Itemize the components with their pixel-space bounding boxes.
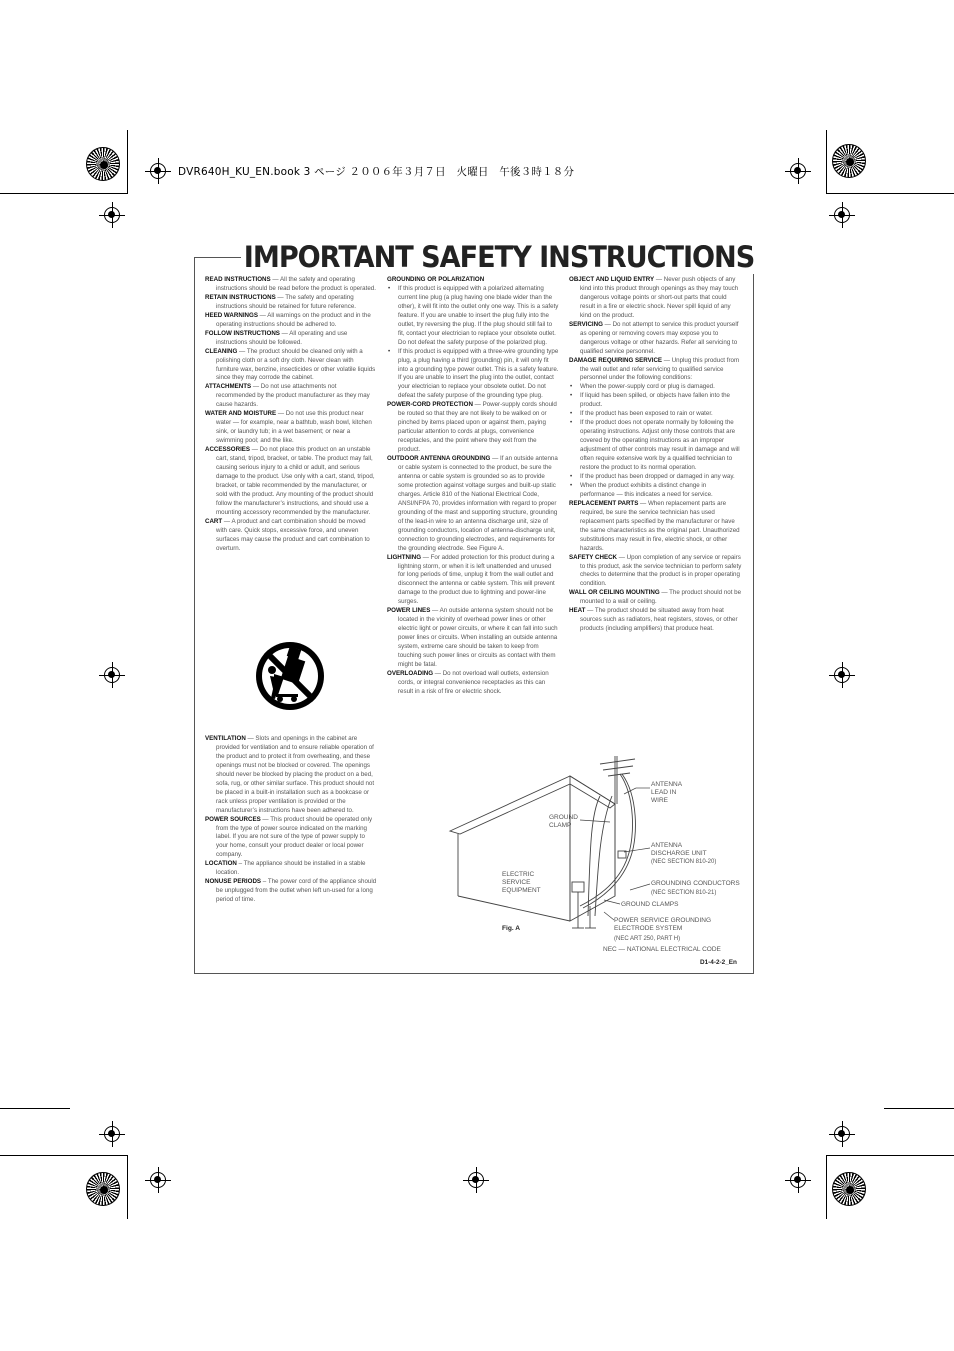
safety-item [205, 294, 377, 312]
safety-item [387, 554, 560, 608]
register-sun-icon [86, 1172, 120, 1206]
crop-mark [0, 1155, 127, 1156]
safety-item [205, 446, 377, 518]
crosshair-icon [834, 1126, 850, 1142]
column-2 [387, 276, 560, 697]
safety-item-text: — The safety and operating instructions should be retained for future reference. [216, 293, 356, 310]
crosshair-icon [468, 1172, 484, 1188]
safety-item-text: — Do not overload wall outlets, extension cords, or integral convenience receptacles as this can result in a risk of fire or electric shock. [398, 669, 549, 695]
safety-item-heading: REPLACEMENT PARTS [569, 499, 639, 507]
safety-item [387, 607, 560, 670]
safety-item [205, 518, 377, 554]
crop-mark [127, 1155, 128, 1219]
safety-item-heading: CART [205, 517, 223, 525]
label-ground-clamp: GROUND CLAMP [549, 814, 578, 829]
book-header-line: DVR640H_KU_EN.book 3 ページ ２００６年３月７日 火曜日 午後３時１８分 [178, 166, 575, 178]
label-discharge-nec: (NEC SECTION 810-20) [651, 859, 717, 865]
label-nec-note: NEC — NATIONAL ELECTRICAL CODE [603, 946, 721, 953]
crop-mark [826, 193, 954, 194]
safety-item [387, 401, 560, 455]
safety-item-text: — Unplug this product from the wall outlet and refer servicing to qualified service personnel under the following conditions: [580, 356, 740, 382]
section-heading: GROUNDING OR POLARIZATION [387, 276, 485, 283]
safety-item-text: — Do not attempt to service this product yourself as opening or removing covers may expose you to dangerous voltage or other hazards. Refer all servicing to qualified service personnel. [580, 320, 739, 355]
safety-item [569, 321, 742, 357]
label-electric-service: ELECTRIC SERVICE EQUIPMENT [502, 871, 541, 894]
safety-item-heading: POWER LINES [387, 607, 431, 615]
safety-item-text: — Do not place this product on an unstable cart, stand, tripod, bracket, or table. The product may fall, causing serious injury to a child or adult, and serious damage to the product. Use only with a cart, stand, tripod, bracket, or table recommended by the manufacturer, or sold with the product. Any mounting of the product should follow the manufacturer’s instructions, and should use a mounting accessory recommended by the manufacturer. [216, 446, 375, 516]
label-grounding-nec: (NEC SECTION 810-21) [651, 890, 717, 896]
bullet-item: • If the product has been exposed to rain or water. [569, 410, 742, 419]
crosshair-icon [150, 1172, 166, 1188]
crosshair-icon [790, 1172, 806, 1188]
safety-item-heading: HEED WARNINGS [205, 311, 258, 319]
bullet-list [387, 285, 560, 401]
column-3 [569, 276, 742, 634]
safety-item-text: — All the safety and operating instructions should be read before the product is operated. [216, 276, 376, 292]
crosshair-icon [150, 163, 166, 179]
crop-mark [0, 193, 127, 194]
safety-item-heading: SAFETY CHECK [569, 553, 618, 561]
bullet-item: • If this product is equipped with a three-wire grounding type plug, a plug having a third (grounding) pin, it will only fit into a grounding type power outlet. This is a safety feature. If you are unable to insert the plug into the outlet, contact your electrician to replace your obsolete outlet. Do not defeat the safety purpose of the grounding type plug. [387, 348, 560, 402]
safety-item-text: — Never push objects of any kind into this product through openings as they may touch dangerous voltage points or short-out parts that could result in a fire or electric shock. Never spill liquid of any kind on the product. [580, 276, 739, 319]
safety-item-heading: ACCESSORIES [205, 446, 251, 454]
crosshair-icon [834, 667, 850, 683]
crosshair-icon [104, 1126, 120, 1142]
bullet-item: • If the product does not operate normally by following the operating instructions. Adjust only those controls that are covered by the operating instructions as an improper adjustment of other controls may result in damage and will often require extensive work by a qualified technician to restore the product to its normal operation. [569, 419, 742, 473]
crop-mark [826, 1155, 954, 1156]
safety-item [205, 276, 377, 294]
bullet-item: • If liquid has been spilled, or objects have fallen into the product. [569, 392, 742, 410]
safety-item-text: – The appliance should be installed in a stable location. [216, 860, 366, 877]
safety-item [569, 607, 742, 634]
safety-item-heading: WALL OR CEILING MOUNTING [569, 589, 660, 597]
safety-item-text: — For added protection for this product during a lightning storm, or when it is left unattended and unused for long periods of time, unplug it from the wall outlet and disconnect the antenna or cable system. This will prevent damage to the product due to lightning and power-line surges. [398, 553, 555, 606]
safety-item [569, 589, 742, 607]
safety-item-heading: VENTILATION [205, 735, 246, 742]
safety-item-text: — An outside antenna system should not be located in the vicinity of overhead power lines or other electric light or power circuits, or where it can fall into such power lines or circuits. When installing an outside antenna system, extreme care should be taken to keep from touching such power lines or circuits as contact with them might be fatal. [398, 607, 558, 668]
label-power-service: POWER SERVICE GROUNDING ELECTRODE SYSTEM [614, 917, 712, 932]
safety-item-heading: LIGHTNING [387, 553, 422, 561]
safety-item-heading: OBJECT AND LIQUID ENTRY [569, 276, 655, 283]
crosshair-icon [104, 207, 120, 223]
safety-item-text: — Slots and openings in the cabinet are provided for ventilation and to ensure reliable operation of the product and to protect it from overheating, and these openings must not be blocked or covered. The openings should never be blocked by placing the product on a bed, sofa, rug, or other similar surface. This product should not be placed in a built-in installation such as a bookcase or rack unless proper ventilation is provided or the manufacturer’s instructions have been adhered to. [216, 735, 375, 814]
safety-item-text: — Upon completion of any service or repairs to this product, ask the service technician to perform safety checks to determine that the product is in proper operating condition. [580, 553, 742, 588]
safety-item-heading: DAMAGE REQUIRING SERVICE [569, 356, 663, 364]
safety-item [205, 383, 377, 410]
label-power-nec: (NEC ART 250, PART H) [614, 936, 681, 942]
safety-item-text: — Do not use attachments not recommended by the product manufacturer as they may cause hazards. [216, 383, 370, 409]
cart-warning-icon [254, 640, 326, 712]
safety-item [569, 276, 742, 321]
crop-mark [127, 130, 128, 194]
crop-mark [0, 1108, 70, 1109]
safety-item-heading: SERVICING [569, 320, 603, 328]
safety-item-text: — When replacement parts are required, be sure the service technician has used replacement parts specified by the manufacturer or have the same characteristics as the original part. Unauthorized substitutions may result in fire, electric shock, or other hazards. [580, 499, 740, 552]
safety-item-heading: OVERLOADING [387, 669, 434, 677]
safety-item-heading: FOLLOW INSTRUCTIONS [205, 329, 280, 337]
register-sun-icon [86, 147, 120, 181]
crop-mark [826, 130, 827, 194]
page-title: IMPORTANT SAFETY INSTRUCTIONS [241, 240, 757, 274]
safety-item-text: — All operating and use instructions should be followed. [216, 329, 348, 346]
safety-item-text: — All warnings on the product and in the operating instructions should be adhered to. [216, 311, 371, 328]
safety-item [387, 670, 560, 697]
register-sun-icon [832, 144, 866, 178]
safety-item-heading: WATER AND MOISTURE [205, 410, 277, 418]
column-1 [205, 276, 377, 554]
safety-item-text: — This product should be operated only from the type of power source indicated on the marking label. If you are not sure of the type of power supply to your home, consult your product dealer or local power company. [216, 815, 373, 859]
safety-item [205, 816, 377, 861]
safety-item [205, 735, 377, 816]
document-code: D1-4-2-2_En [700, 959, 737, 966]
label-antenna-lead: ANTENNA LEAD IN WIRE [651, 781, 683, 804]
safety-item-text: — Do not use this product near water — for example, near a bathtub, wash bowl, kitchen sink, or laundry tub; in a wet basement; or near a swimming pool; and the like. [216, 410, 372, 445]
crosshair-icon [790, 163, 806, 179]
safety-item [205, 860, 377, 878]
safety-item [205, 348, 377, 384]
crosshair-icon [104, 667, 120, 683]
safety-item-text: — The product should not be mounted to a wall or ceiling. [580, 589, 742, 606]
safety-item-heading: CLEANING [205, 347, 238, 355]
label-grounding-conductors: GROUNDING CONDUCTORS [651, 880, 740, 887]
safety-item [205, 410, 377, 446]
safety-item [205, 878, 377, 905]
safety-item-heading: RETAIN INSTRUCTIONS [205, 293, 276, 301]
register-sun-icon [832, 1172, 866, 1206]
safety-item-text: — The product should be situated away from heat sources such as radiators, heat registers, stoves, or other products (including amplifiers) that produce heat. [580, 607, 738, 633]
safety-item-text: — Power-supply cords should be routed so that they are not likely to be walked on or pinched by items placed upon or against them, paying particular attention to cords at plugs, convenience receptacles, and the point where they exit from the product. [398, 401, 557, 454]
bullet-item: • When the product exhibits a distinct change in performance — this indicates a need for service. [569, 482, 742, 500]
figure-caption: Fig. A [502, 925, 521, 932]
safety-item-text: — A product and cart combination should be moved with care. Quick stops, excessive force, and uneven surfaces may cause the product and cart combination to overturn. [216, 517, 370, 552]
bullet-list [569, 383, 742, 499]
safety-item-text: — If an outside antenna or cable system is connected to the product, be sure the antenna or cable system is grounded so as to provide some protection against voltage surges and built-up static charges. Article 810 of the National Electrical Code, ANSI/NFPA 70, provides information with regard to proper grounding of the mast and supporting structure, grounding of the lead-in wire to an antenna discharge unit, size of grounding conductors, location of antenna-discharge unit, connection to grounding electrodes, and requirements for the grounding electrode. See Figure A. [398, 455, 558, 552]
safety-item-heading: POWER SOURCES [205, 815, 261, 823]
safety-item-heading: HEAT [569, 607, 586, 615]
safety-item [569, 554, 742, 590]
safety-item-text: – The power cord of the appliance should be unplugged from the outlet when left un-used for a long period of time. [216, 878, 377, 904]
safety-item-heading: OUTDOOR ANTENNA GROUNDING [387, 455, 491, 463]
safety-item-heading: ATTACHMENTS [205, 383, 252, 391]
column-1-continued [205, 735, 377, 905]
safety-item-heading: NONUSE PERIODS [205, 878, 262, 886]
bullet-item: • If the product has been dropped or damaged in any way. [569, 473, 742, 482]
safety-item-heading: LOCATION [205, 860, 237, 868]
crop-mark [884, 1108, 954, 1109]
bullet-item: • If this product is equipped with a polarized alternating current line plug (a plug having one blade wider than the other), it will fit into the outlet only one way. This is a safety feature. If you are unable to insert the plug fully into the outlet, try reversing the plug. If the plug should still fail to fit, contact your electrician to replace your obsolete outlet. Do not defeat the safety purpose of the polarized plug. [387, 285, 560, 348]
safety-item-heading: POWER-CORD PROTECTION [387, 401, 473, 409]
label-ground-clamps: GROUND CLAMPS [621, 901, 679, 908]
safety-item-text: — The product should be cleaned only with a polishing cloth or a soft dry cloth. Never clean with furniture wax, benzine, insecticides or other volatile liquids since they may corrode the cabinet. [216, 347, 376, 382]
safety-item [205, 312, 377, 330]
safety-item-heading: READ INSTRUCTIONS [205, 276, 271, 283]
label-discharge-unit: ANTENNA DISCHARGE UNIT [651, 842, 707, 857]
crop-mark [826, 1155, 827, 1219]
safety-item [387, 455, 560, 553]
safety-item [205, 330, 377, 348]
figure-leader-lines [580, 780, 660, 950]
bullet-item: • When the power-supply cord or plug is damaged. [569, 383, 742, 392]
safety-item [569, 357, 742, 384]
crosshair-icon [834, 207, 850, 223]
safety-item [569, 500, 742, 554]
